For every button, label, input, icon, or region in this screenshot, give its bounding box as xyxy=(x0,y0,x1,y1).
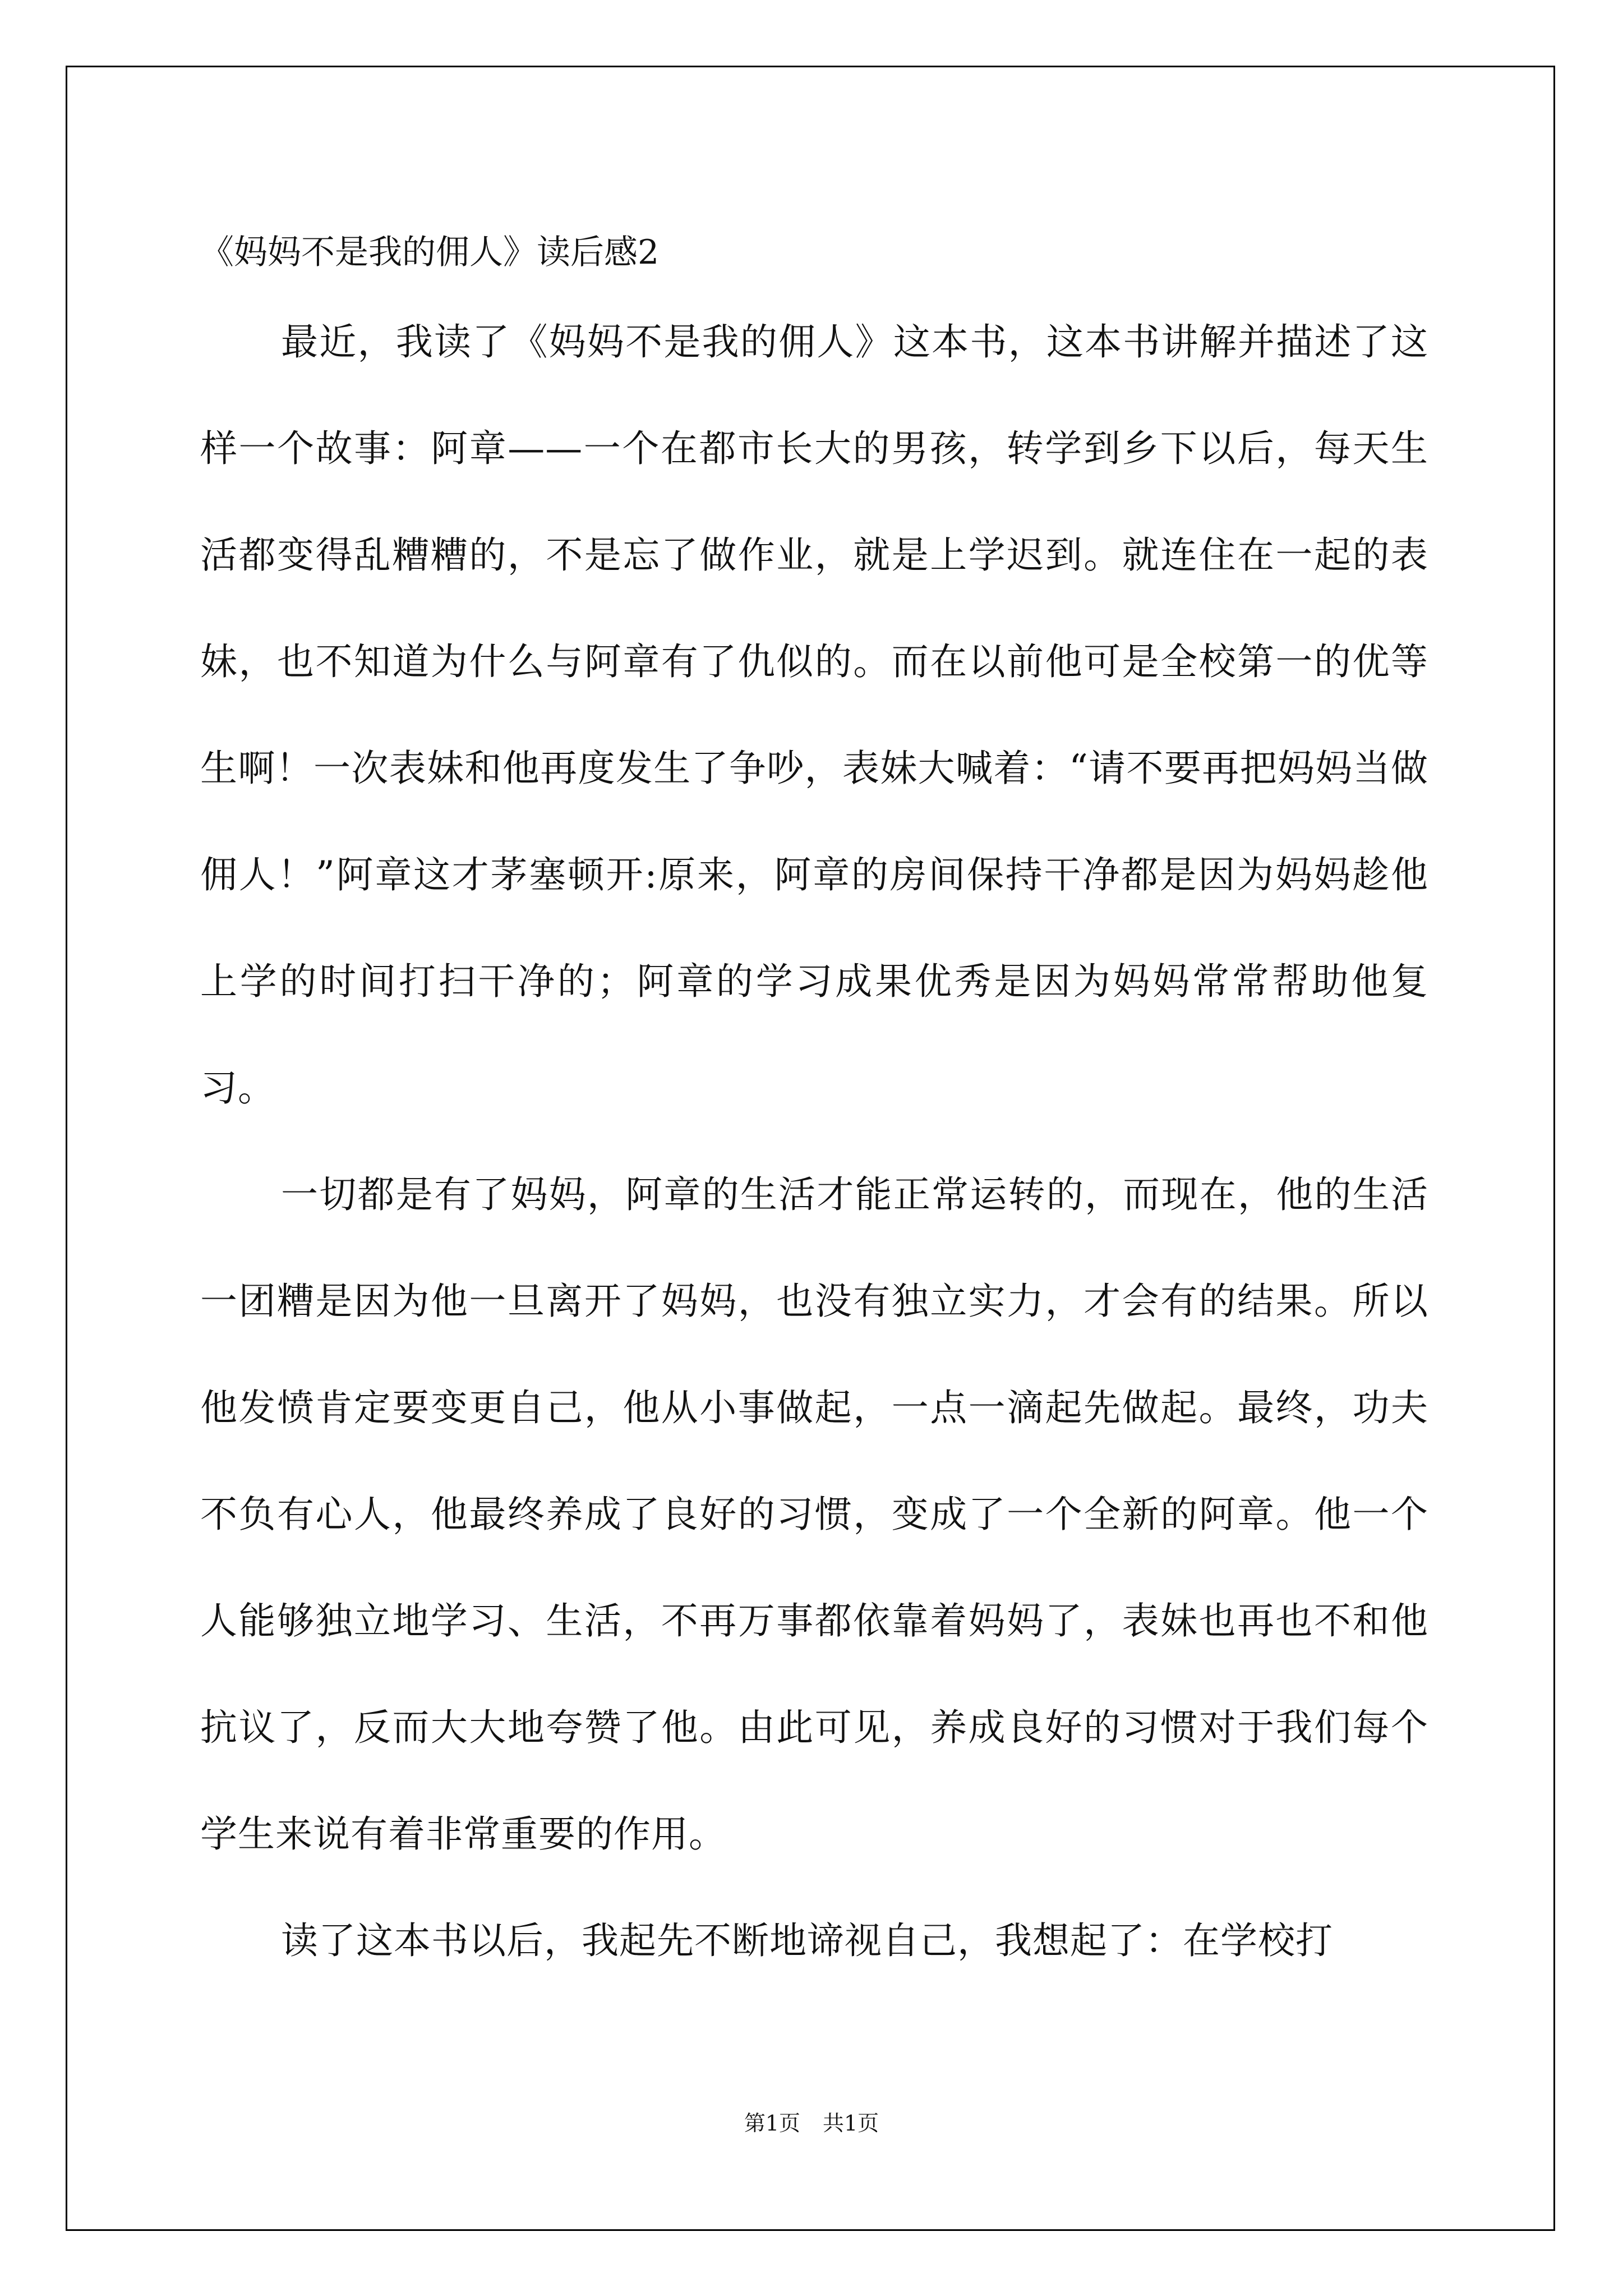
paragraph: 一切都是有了妈妈，阿章的生活才能正常运转的，而现在，他的生活一团糟是因为他一旦离开了妈妈，也没有独立实力，才会有的结果。所以他发愤肯定要变更自己，他从小事做起，一点一滴起先做起。最终，功夫不负有心人，他最终养成了良好的习惯，变成了一个全新的阿章。他一个人能够独立地学习、生活，不再万事都依靠着妈妈了，表妹也再也不和他抗议了，反而大大地夸赞了他。由此可见，养成良好的习惯对于我们每个学生来说有着非常重要的作用。 xyxy=(200,1173,1428,1856)
document-body xyxy=(200,289,1428,1994)
page-total: 共1页 xyxy=(823,2111,879,2136)
paragraph: 读了这本书以后，我起先不断地谛视自己，我想起了：在学校打 xyxy=(281,1919,1333,1962)
page-footer xyxy=(0,2106,1623,2140)
page-number: 第1页 xyxy=(744,2111,800,2136)
paragraph: 最近，我读了《妈妈不是我的佣人》这本书，这本书讲解并描述了这样一个故事：阿章——一个在都市长大的男孩，转学到乡下以后，每天生活都变得乱糟糟的，不是忘了做作业，就是上学迟到。就连住在一起的表妹，也不知道为什么与阿章有了仇似的。而在以前他可是全校第一的优等生啊！一次表妹和他再度发生了争吵，表妹大喊着：“请不要再把妈妈当做佣人！”阿章这才茅塞顿开:原来，阿章的房间保持干净都是因为妈妈趁他上学的时间打扫干净的；阿章的学习成果优秀是因为妈妈常常帮助他复习。 xyxy=(200,320,1428,1110)
document-title: 《妈妈不是我的佣人》读后感2 xyxy=(200,233,660,272)
